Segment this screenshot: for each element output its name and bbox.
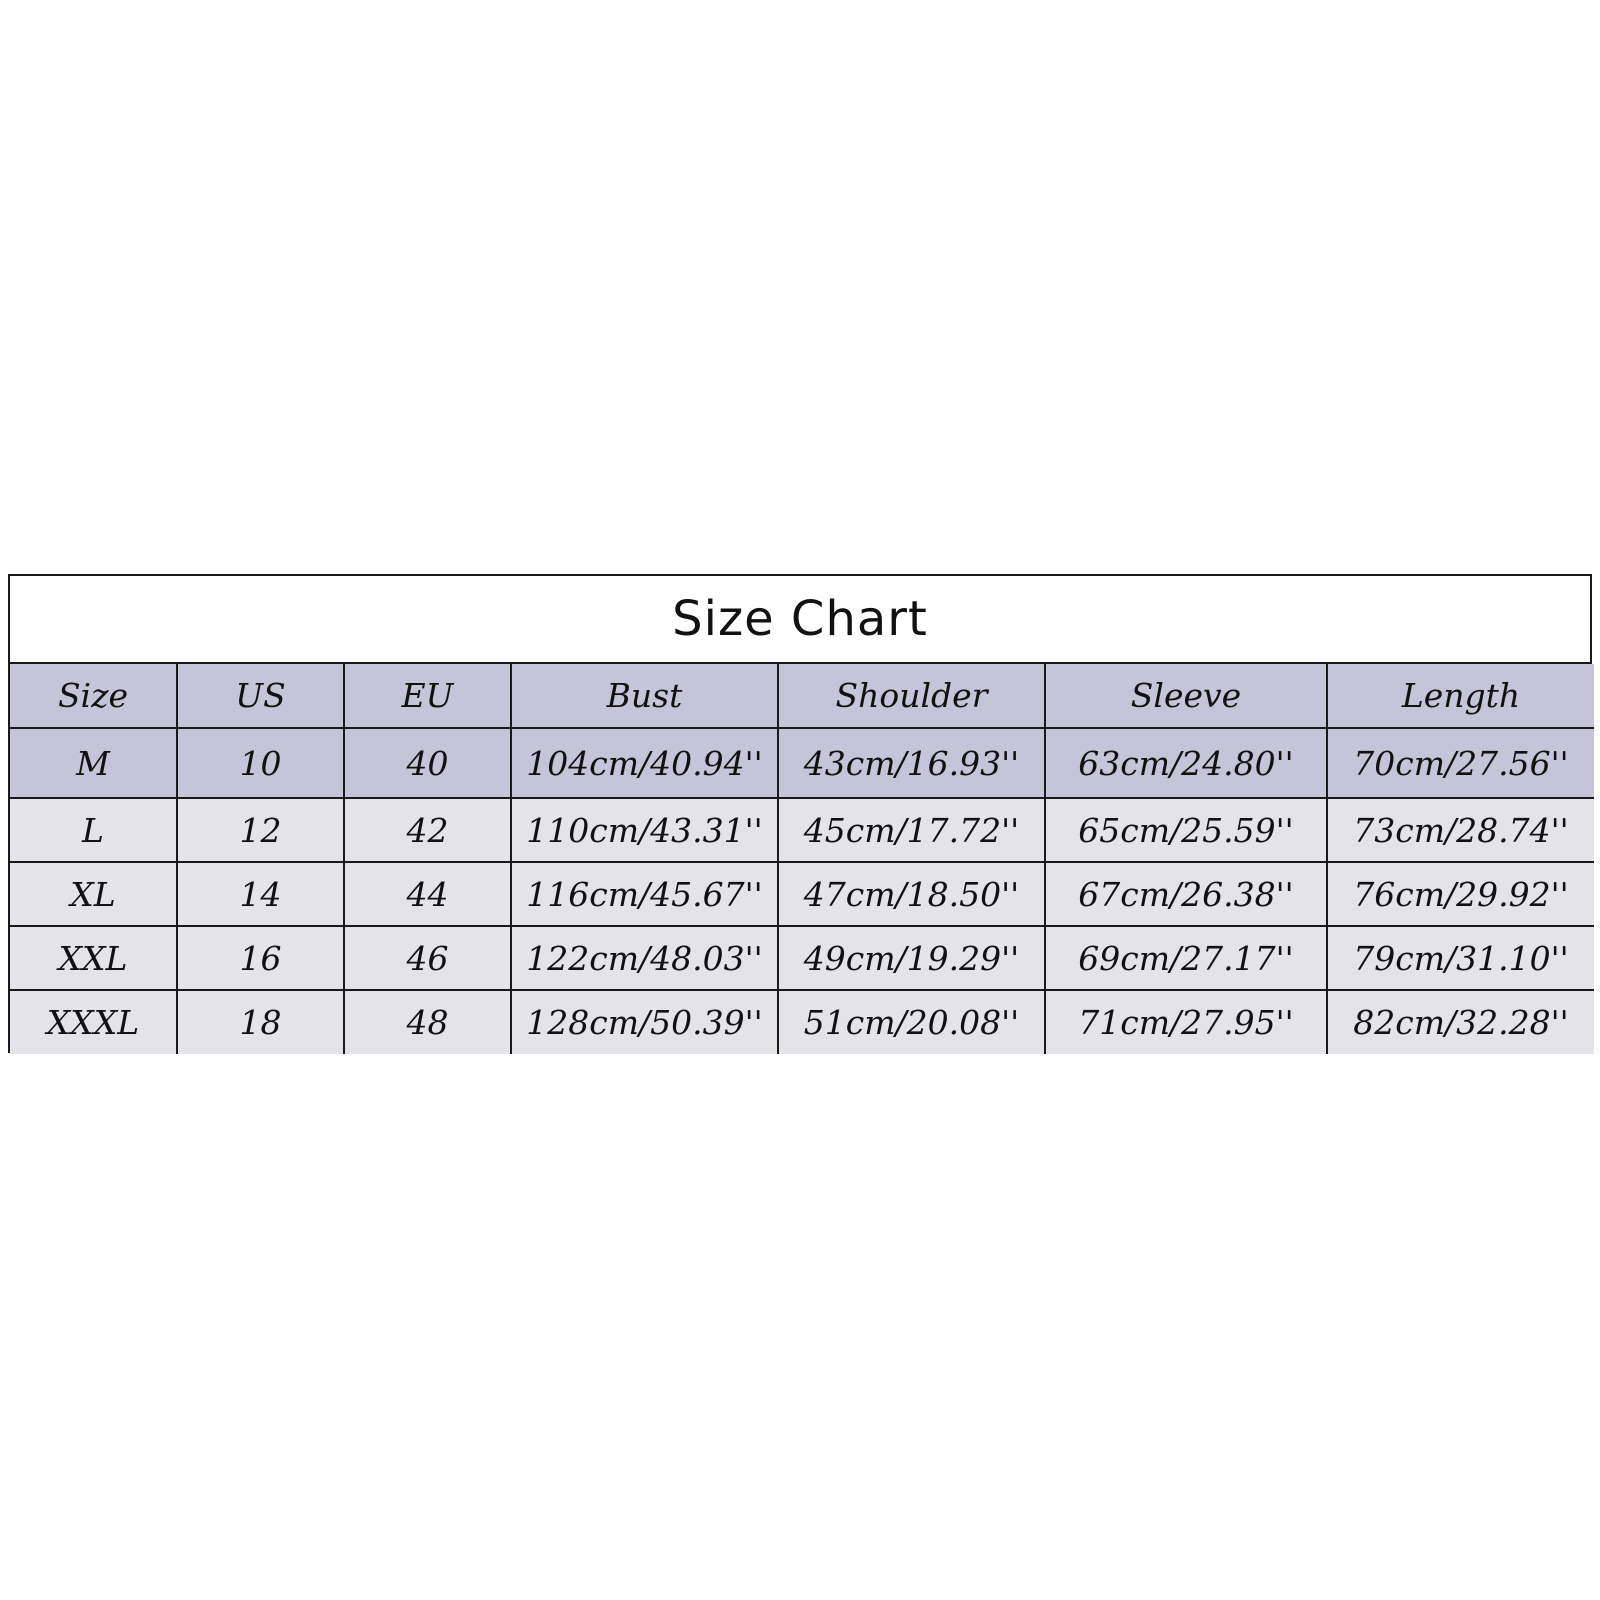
cell-length: 79cm/31.10'' [1327,926,1594,990]
cell-eu: 48 [344,990,511,1054]
header-row [10,664,1594,728]
cell-size: L [10,798,177,862]
table-row [10,926,1594,990]
cell-sleeve: 67cm/26.38'' [1045,862,1327,926]
size-chart [8,574,1592,1053]
header-eu: EU [344,664,511,728]
cell-bust: 128cm/50.39'' [511,990,778,1054]
cell-sleeve: 69cm/27.17'' [1045,926,1327,990]
cell-size: M [10,728,177,798]
table-row [10,862,1594,926]
cell-bust: 110cm/43.31'' [511,798,778,862]
cell-size: XXL [10,926,177,990]
cell-us: 12 [177,798,344,862]
header-size: Size [10,664,177,728]
chart-title: Size Chart [10,576,1590,664]
cell-sleeve: 63cm/24.80'' [1045,728,1327,798]
cell-us: 10 [177,728,344,798]
cell-shoulder: 43cm/16.93'' [778,728,1045,798]
cell-bust: 116cm/45.67'' [511,862,778,926]
cell-us: 14 [177,862,344,926]
header-us: US [177,664,344,728]
cell-eu: 40 [344,728,511,798]
cell-us: 18 [177,990,344,1054]
cell-length: 82cm/32.28'' [1327,990,1594,1054]
header-shoulder: Shoulder [778,664,1045,728]
cell-us: 16 [177,926,344,990]
cell-eu: 42 [344,798,511,862]
table-row [10,990,1594,1054]
table-row [10,798,1594,862]
cell-bust: 122cm/48.03'' [511,926,778,990]
cell-eu: 46 [344,926,511,990]
cell-size: XL [10,862,177,926]
cell-shoulder: 51cm/20.08'' [778,990,1045,1054]
cell-shoulder: 45cm/17.72'' [778,798,1045,862]
header-length: Length [1327,664,1594,728]
header-bust: Bust [511,664,778,728]
size-table [10,664,1594,1054]
cell-length: 73cm/28.74'' [1327,798,1594,862]
cell-length: 76cm/29.92'' [1327,862,1594,926]
cell-shoulder: 47cm/18.50'' [778,862,1045,926]
cell-eu: 44 [344,862,511,926]
cell-size: XXXL [10,990,177,1054]
cell-shoulder: 49cm/19.29'' [778,926,1045,990]
cell-sleeve: 71cm/27.95'' [1045,990,1327,1054]
table-row [10,728,1594,798]
header-sleeve: Sleeve [1045,664,1327,728]
cell-length: 70cm/27.56'' [1327,728,1594,798]
cell-bust: 104cm/40.94'' [511,728,778,798]
cell-sleeve: 65cm/25.59'' [1045,798,1327,862]
